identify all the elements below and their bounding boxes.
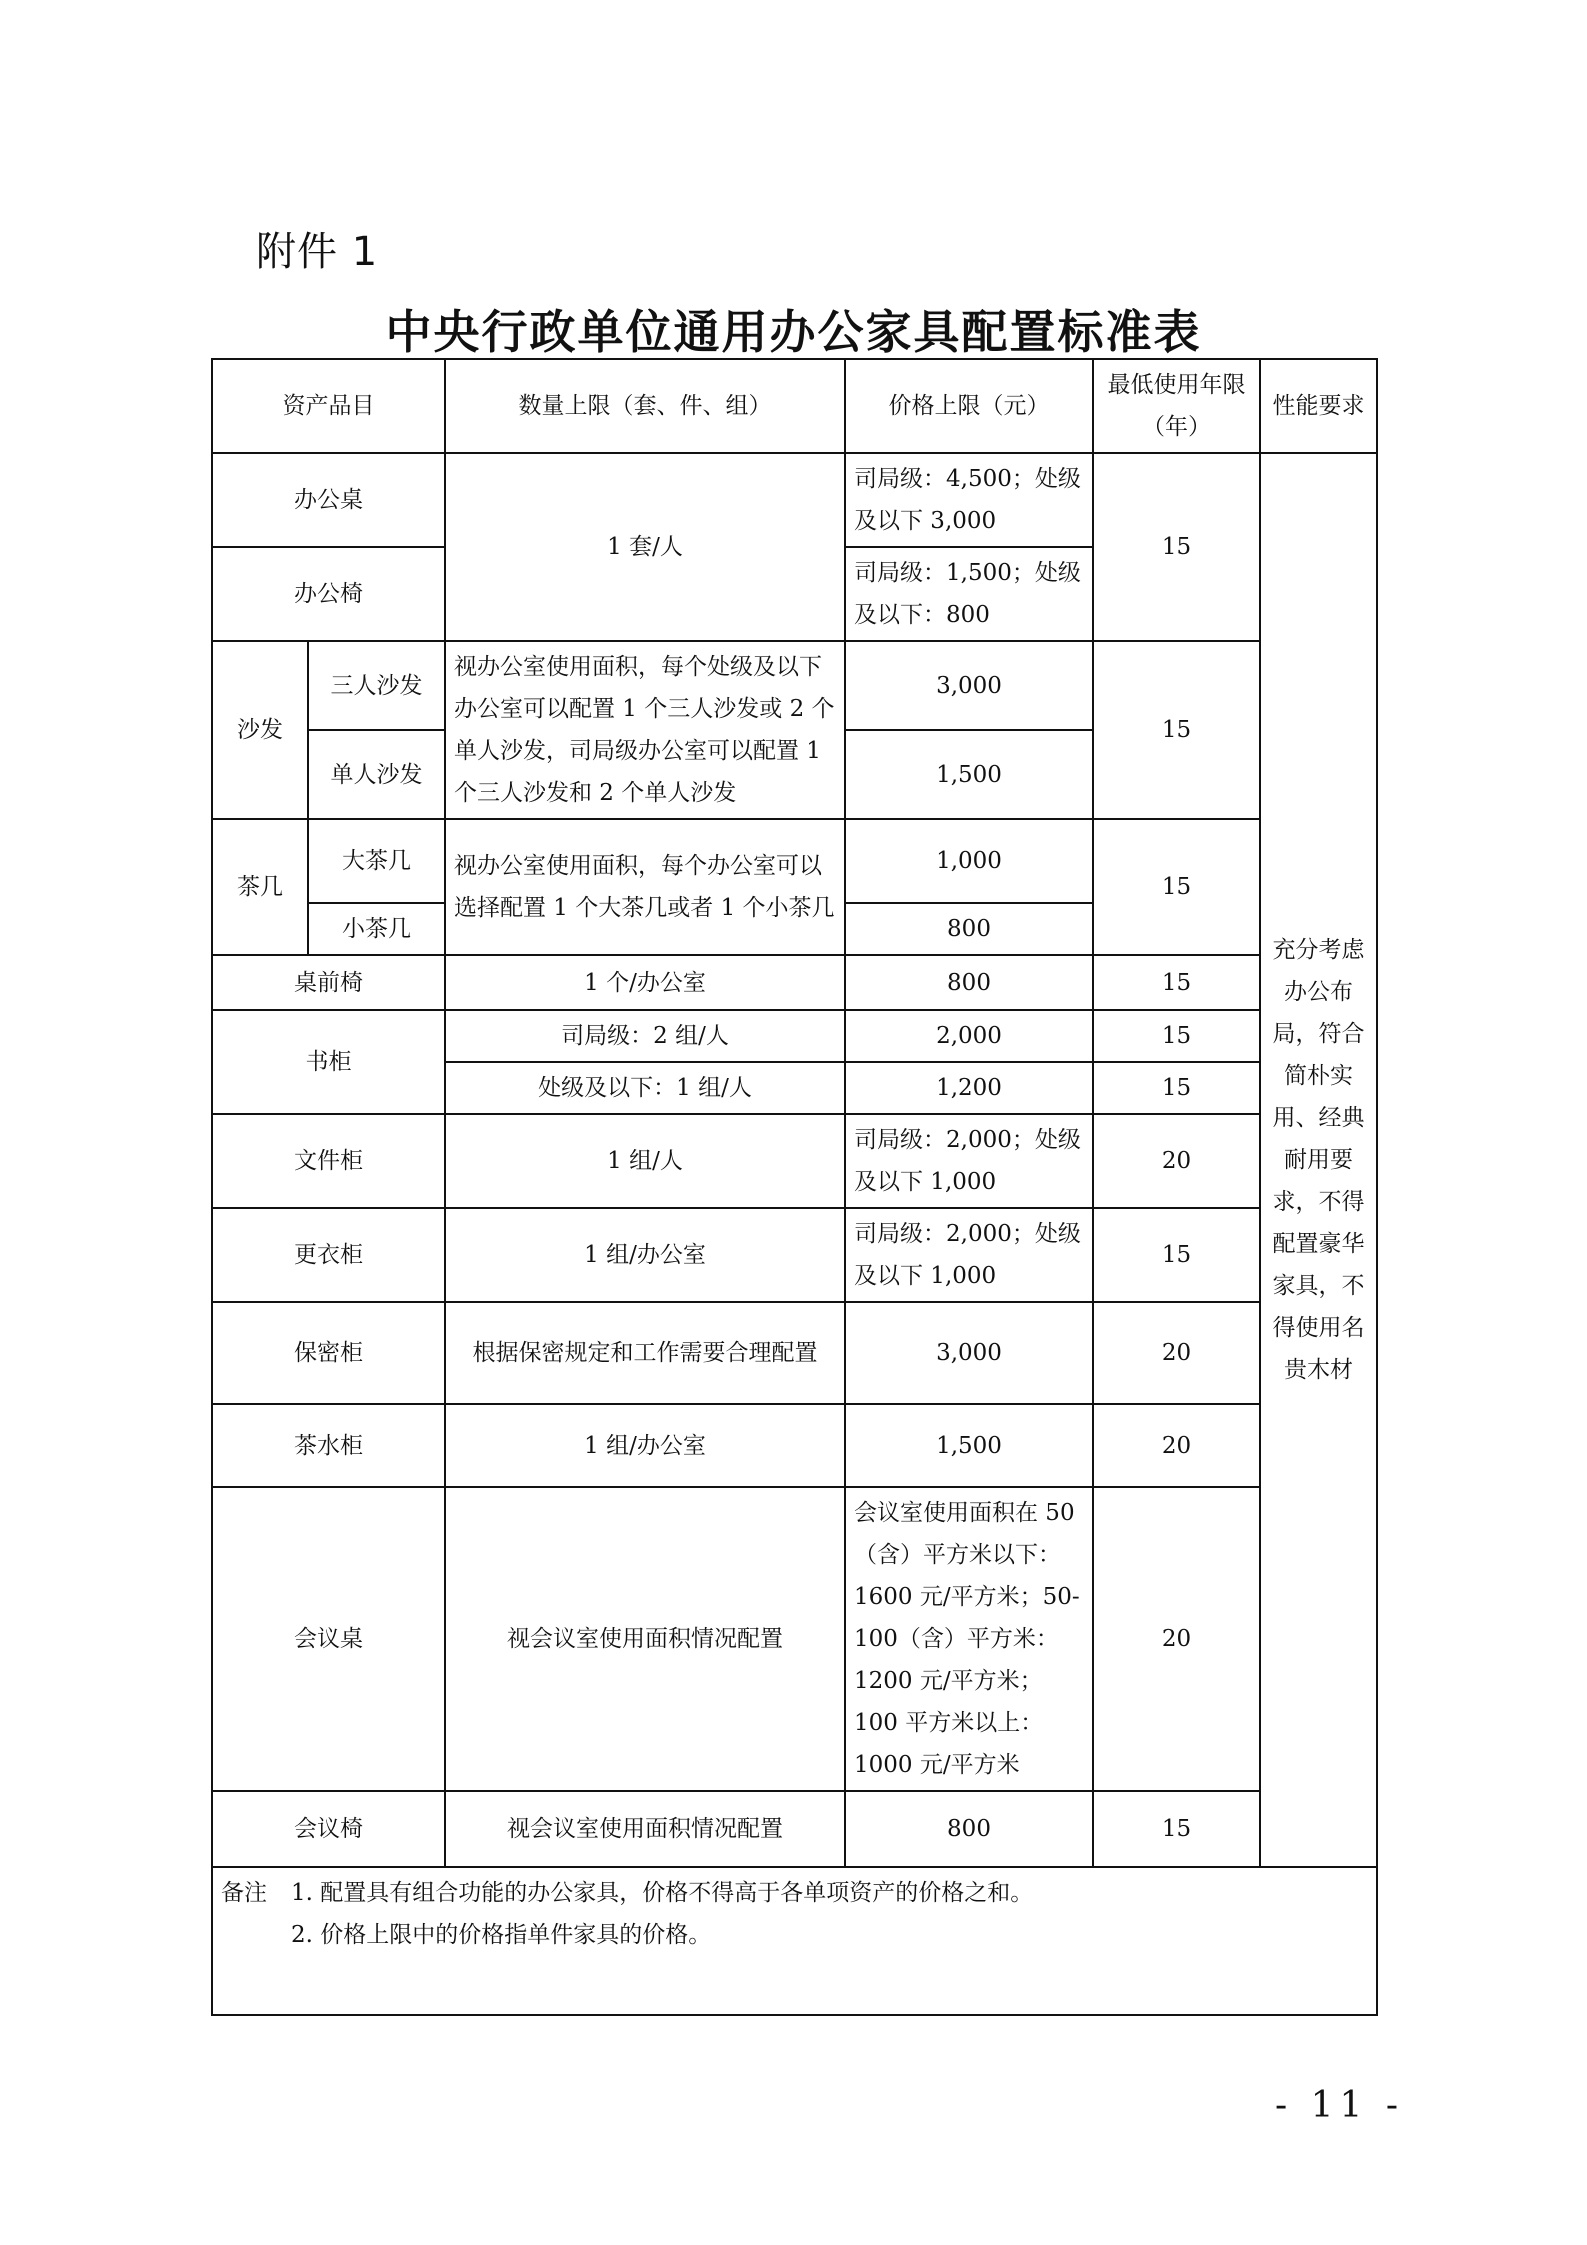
price-teatable-small: 800: [845, 903, 1093, 955]
item-meeting-table: 会议桌: [212, 1487, 445, 1791]
note-1: 1. 配置具有组合功能的办公家具，价格不得高于各单项资产的价格之和。: [291, 1880, 1034, 1906]
life-desk-chair: 15: [1093, 453, 1260, 641]
table-row: [212, 1302, 1377, 1404]
life-wardrobe: 15: [1093, 1208, 1260, 1302]
annex-label: 附件 1: [256, 229, 379, 275]
header-performance: 性能要求: [1260, 359, 1377, 453]
life-meeting-table: 20: [1093, 1487, 1260, 1791]
qty-sofa: 视办公室使用面积，每个处级及以下办公室可以配置 1 个三人沙发或 2 个单人沙发，司局级办公室可以配置 1 个三人沙发和 2 个单人沙发: [445, 641, 845, 819]
table-row: [212, 1404, 1377, 1487]
item-sofa-three: 三人沙发: [308, 641, 445, 730]
qty-bookcase-2: 处级及以下：1 组/人: [445, 1062, 845, 1114]
qty-meeting-chair: 视会议室使用面积情况配置: [445, 1791, 845, 1867]
table-row: [212, 955, 1377, 1010]
table-row: [212, 1010, 1377, 1062]
table-row: [212, 819, 1377, 903]
table-row: [212, 453, 1377, 547]
life-bookcase-2: 15: [1093, 1062, 1260, 1114]
life-bookcase-1: 15: [1093, 1010, 1260, 1062]
price-tea-cabinet: 1,500: [845, 1404, 1093, 1487]
notes-label: 备注: [221, 1880, 267, 1906]
qty-wardrobe: 1 组/办公室: [445, 1208, 845, 1302]
qty-bookcase-1: 司局级：2 组/人: [445, 1010, 845, 1062]
qty-teatable: 视办公室使用面积，每个办公室可以选择配置 1 个大茶几或者 1 个小茶几: [445, 819, 845, 955]
header-row: [212, 359, 1377, 453]
item-sofa-group: 沙发: [212, 641, 308, 819]
price-sofa-three: 3,000: [845, 641, 1093, 730]
item-file-cabinet: 文件柜: [212, 1114, 445, 1208]
price-wardrobe: 司局级：2,000；处级及以下 1,000: [845, 1208, 1093, 1302]
item-meeting-chair: 会议椅: [212, 1791, 445, 1867]
qty-desk-chair: 1 套/人: [445, 453, 845, 641]
life-safe: 20: [1093, 1302, 1260, 1404]
item-bookcase: 书柜: [212, 1010, 445, 1114]
table-row: [212, 1791, 1377, 1867]
price-meeting-table: 会议室使用面积在 50（含）平方米以下：1600 元/平方米；50-100（含）平方米：1200 元/平方米；100 平方米以上：1000 元/平方米: [845, 1487, 1093, 1791]
price-front-chair: 800: [845, 955, 1093, 1010]
price-meeting-chair: 800: [845, 1791, 1093, 1867]
document-title: 中央行政单位通用办公家具配置标准表: [385, 305, 1202, 359]
qty-front-chair: 1 个/办公室: [445, 955, 845, 1010]
life-tea-cabinet: 20: [1093, 1404, 1260, 1487]
price-desk: 司局级：4,500；处级及以下 3,000: [845, 453, 1093, 547]
item-safe: 保密柜: [212, 1302, 445, 1404]
item-front-chair: 桌前椅: [212, 955, 445, 1010]
item-teatable-small: 小茶几: [308, 903, 445, 955]
performance-requirement: 充分考虑办公布局，符合简朴实用、经典耐用要求，不得配置豪华家具，不得使用名贵木材: [1260, 453, 1377, 1867]
qty-tea-cabinet: 1 组/办公室: [445, 1404, 845, 1487]
life-front-chair: 15: [1093, 955, 1260, 1010]
header-life: 最低使用年限（年）: [1093, 359, 1260, 453]
life-meeting-chair: 15: [1093, 1791, 1260, 1867]
notes-cell: [212, 1867, 1377, 2015]
life-sofa: 15: [1093, 641, 1260, 819]
item-wardrobe: 更衣柜: [212, 1208, 445, 1302]
furniture-standard-table: [211, 358, 1378, 2016]
life-teatable: 15: [1093, 819, 1260, 955]
item-tea-cabinet: 茶水柜: [212, 1404, 445, 1487]
table-row: [212, 641, 1377, 730]
qty-meeting-table: 视会议室使用面积情况配置: [445, 1487, 845, 1791]
header-item: 资产品目: [212, 359, 445, 453]
price-bookcase-2: 1,200: [845, 1062, 1093, 1114]
qty-safe: 根据保密规定和工作需要合理配置: [445, 1302, 845, 1404]
item-chair: 办公椅: [212, 547, 445, 641]
price-chair: 司局级：1,500；处级及以下：800: [845, 547, 1093, 641]
price-file-cabinet: 司局级：2,000；处级及以下 1,000: [845, 1114, 1093, 1208]
table-row: [212, 1487, 1377, 1791]
notes-row: [212, 1867, 1377, 2015]
note-2: 2. 价格上限中的价格指单件家具的价格。: [291, 1922, 712, 1948]
header-price: 价格上限（元）: [845, 359, 1093, 453]
price-bookcase-1: 2,000: [845, 1010, 1093, 1062]
price-safe: 3,000: [845, 1302, 1093, 1404]
item-teatable-group: 茶几: [212, 819, 308, 955]
table-row: [212, 1114, 1377, 1208]
price-sofa-single: 1,500: [845, 730, 1093, 819]
table-row: [212, 1208, 1377, 1302]
item-desk: 办公桌: [212, 453, 445, 547]
qty-file-cabinet: 1 组/人: [445, 1114, 845, 1208]
item-sofa-single: 单人沙发: [308, 730, 445, 819]
item-teatable-big: 大茶几: [308, 819, 445, 903]
page-number: - 11 -: [1275, 2085, 1405, 2126]
price-teatable-big: 1,000: [845, 819, 1093, 903]
header-quantity: 数量上限（套、件、组）: [445, 359, 845, 453]
life-file-cabinet: 20: [1093, 1114, 1260, 1208]
